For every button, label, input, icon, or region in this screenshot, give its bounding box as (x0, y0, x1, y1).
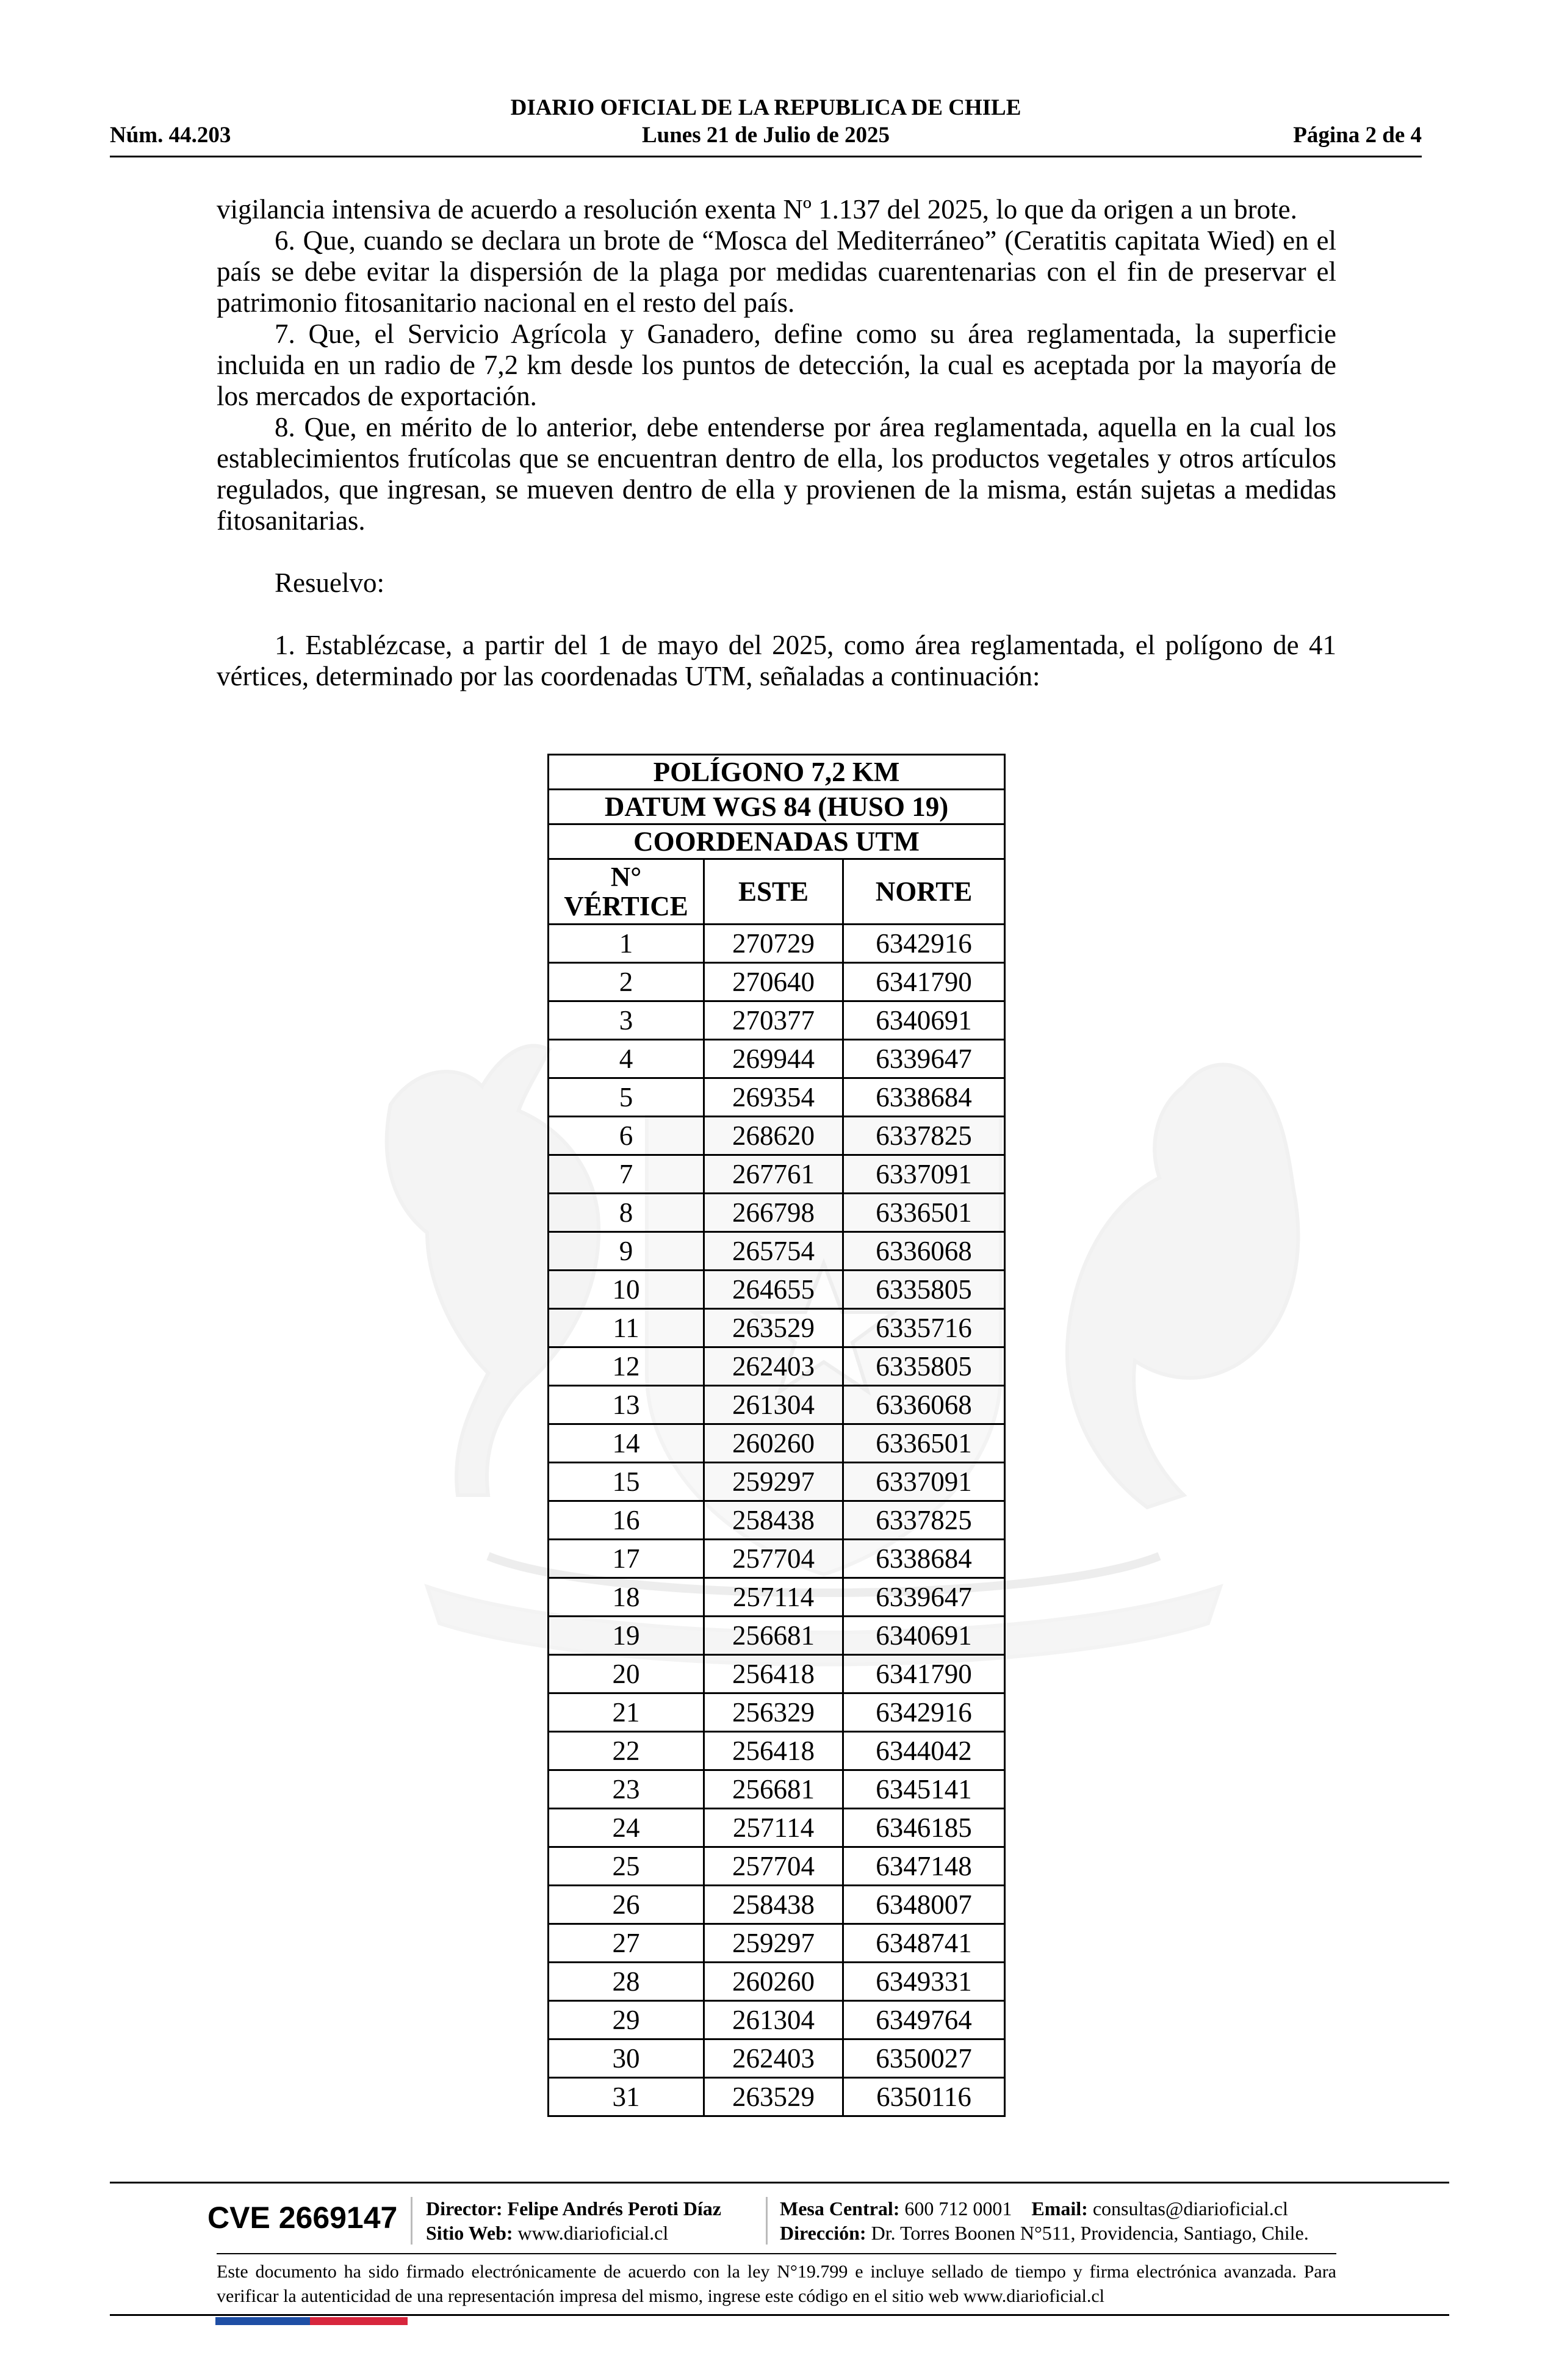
norte-cell: 6346185 (843, 1809, 1005, 1847)
norte-cell: 6337091 (843, 1155, 1005, 1194)
table-row (549, 1578, 1005, 1617)
table-row (549, 925, 1005, 963)
norte-cell: 6350116 (843, 2078, 1005, 2116)
norte-cell: 6348741 (843, 1924, 1005, 1963)
norte-cell: 6335805 (843, 1271, 1005, 1309)
norte-cell: 6345141 (843, 1770, 1005, 1809)
norte-cell: 6335805 (843, 1347, 1005, 1386)
table-title-datum: DATUM WGS 84 (HUSO 19) (549, 790, 1005, 824)
column-header-vertex-line1: N° (610, 862, 642, 892)
signature-disclaimer: Este documento ha sido firmado electrónicamente de acuerdo con la ley N°19.799 e incluye sellado de tiempo y firma electrónica avanzada. Para verificar la autenticidad de una representación impresa del mismo, ingrese este código en el sitio web www.diarioficial.cl (217, 2262, 1336, 2306)
director-label: Director: (426, 2198, 503, 2220)
header-divider (110, 156, 1422, 157)
este-cell: 257114 (704, 1578, 843, 1617)
table-row (549, 1117, 1005, 1155)
este-cell: 267761 (704, 1155, 843, 1194)
vertex-number-cell: 20 (549, 1655, 704, 1693)
table-row (549, 1886, 1005, 1924)
column-header-vertex-line2: VÉRTICE (564, 891, 688, 921)
resolution-1: 1. Establézcase, a partir del 1 de mayo del 2025, como área reglamentada, el polígono de 41 vértices, determinado por las coordenadas UTM, señaladas a continuación: (217, 630, 1336, 691)
issue-number: Núm. 44.203 (110, 123, 231, 148)
page-header (110, 95, 1422, 156)
table-row (549, 1847, 1005, 1886)
table-row (549, 1232, 1005, 1271)
este-cell: 259297 (704, 1924, 843, 1963)
flag-red-segment (310, 2317, 408, 2325)
email-label: Email: (1031, 2198, 1088, 2220)
footer-divider-bottom (110, 2314, 1449, 2316)
vertex-number-cell: 16 (549, 1501, 704, 1540)
table-row (549, 1386, 1005, 1424)
vertex-number-cell: 24 (549, 1809, 704, 1847)
norte-cell: 6335716 (843, 1309, 1005, 1347)
table-row (549, 1271, 1005, 1309)
vertex-number-cell: 10 (549, 1271, 704, 1309)
table-row (549, 1001, 1005, 1040)
table-row (549, 1078, 1005, 1117)
vertex-number-cell: 13 (549, 1386, 704, 1424)
vertex-number-cell: 29 (549, 2001, 704, 2039)
norte-cell: 6340691 (843, 1617, 1005, 1655)
table-row (549, 1347, 1005, 1386)
table-body (549, 925, 1005, 2116)
norte-cell: 6349764 (843, 2001, 1005, 2039)
paragraph-continuation: vigilancia intensiva de acuerdo a resolución exenta Nº 1.137 del 2025, lo que da origen a un brote. (217, 194, 1297, 225)
vertex-number-cell: 1 (549, 925, 704, 963)
footer-contact-block (780, 2196, 1309, 2245)
table-row (549, 1540, 1005, 1578)
vertex-number-cell: 22 (549, 1732, 704, 1770)
norte-cell: 6339647 (843, 1578, 1005, 1617)
paragraph-6: 6. Que, cuando se declara un brote de “Mosca del Mediterráneo” (Ceratitis capitata Wied) en el país se debe evitar la dispersión de la plaga por medidas cuarentenarias con el fin de preservar el patrimonio fitosanitario nacional en el resto del país. (217, 225, 1336, 318)
este-cell: 260260 (704, 1424, 843, 1463)
vertex-number-cell: 17 (549, 1540, 704, 1578)
table-title-coordinates: COORDENADAS UTM (549, 824, 1005, 859)
vertex-number-cell: 2 (549, 963, 704, 1001)
newspaper-title: DIARIO OFICIAL DE LA REPUBLICA DE CHILE (510, 95, 1021, 120)
vertex-number-cell: 18 (549, 1578, 704, 1617)
norte-cell: 6342916 (843, 1693, 1005, 1732)
website-link[interactable]: www.diarioficial.cl (517, 2222, 669, 2244)
norte-cell: 6337091 (843, 1463, 1005, 1501)
vertex-number-cell: 7 (549, 1155, 704, 1194)
vertex-number-cell: 27 (549, 1924, 704, 1963)
table-row (549, 1463, 1005, 1501)
page-footer (110, 2188, 1449, 2255)
este-cell: 265754 (704, 1232, 843, 1271)
este-cell: 256418 (704, 1655, 843, 1693)
column-header-este: ESTE (704, 859, 843, 925)
issue-date: Lunes 21 de Julio de 2025 (641, 123, 890, 148)
table-row (549, 1809, 1005, 1847)
flag-blue-segment (215, 2317, 310, 2325)
este-cell: 270377 (704, 1001, 843, 1040)
table-row (549, 2001, 1005, 2039)
website-label: Sitio Web: (426, 2222, 513, 2244)
vertex-number-cell: 23 (549, 1770, 704, 1809)
este-cell: 256681 (704, 1617, 843, 1655)
norte-cell: 6350027 (843, 2039, 1005, 2078)
este-cell: 270729 (704, 925, 843, 963)
vertex-number-cell: 21 (549, 1693, 704, 1732)
table-row (549, 1693, 1005, 1732)
este-cell: 256329 (704, 1693, 843, 1732)
email-link[interactable]: consultas@diarioficial.cl (1092, 2198, 1288, 2220)
norte-cell: 6336501 (843, 1194, 1005, 1232)
vertex-number-cell: 9 (549, 1232, 704, 1271)
norte-cell: 6341790 (843, 963, 1005, 1001)
este-cell: 256681 (704, 1770, 843, 1809)
norte-cell: 6337825 (843, 1501, 1005, 1540)
vertex-number-cell: 31 (549, 2078, 704, 2116)
norte-cell: 6348007 (843, 1886, 1005, 1924)
paragraph-7: 7. Que, el Servicio Agrícola y Ganadero, define como su área reglamentada, la superficie incluida en un radio de 7,2 km desde los puntos de detección, la cual es aceptada por la mayoría de los mercados de exportación. (217, 319, 1336, 411)
table-row (549, 2078, 1005, 2116)
table-row (549, 1924, 1005, 1963)
flag-color-bar (215, 2317, 408, 2325)
este-cell: 257114 (704, 1809, 843, 1847)
este-cell: 257704 (704, 1540, 843, 1578)
table-row (549, 1040, 1005, 1078)
norte-cell: 6338684 (843, 1078, 1005, 1117)
table-row (549, 1309, 1005, 1347)
utm-coordinates-table (547, 754, 1006, 2117)
footer-separator (766, 2197, 768, 2245)
mesa-phone: 600 712 0001 (904, 2198, 1012, 2220)
table-row (549, 1963, 1005, 2001)
este-cell: 269354 (704, 1078, 843, 1117)
vertex-number-cell: 28 (549, 1963, 704, 2001)
este-cell: 262403 (704, 1347, 843, 1386)
este-cell: 263529 (704, 1309, 843, 1347)
este-cell: 258438 (704, 1501, 843, 1540)
footer-separator (411, 2197, 412, 2245)
table-row (549, 1501, 1005, 1540)
vertex-number-cell: 30 (549, 2039, 704, 2078)
este-cell: 258438 (704, 1886, 843, 1924)
table-row (549, 1655, 1005, 1693)
column-header-norte: NORTE (843, 859, 1005, 925)
este-cell: 261304 (704, 1386, 843, 1424)
vertex-number-cell: 14 (549, 1424, 704, 1463)
vertex-number-cell: 5 (549, 1078, 704, 1117)
norte-cell: 6342916 (843, 925, 1005, 963)
este-cell: 257704 (704, 1847, 843, 1886)
norte-cell: 6340691 (843, 1001, 1005, 1040)
este-cell: 269944 (704, 1040, 843, 1078)
este-cell: 263529 (704, 2078, 843, 2116)
table-title-polygon: POLÍGONO 7,2 KM (549, 755, 1005, 790)
vertex-number-cell: 4 (549, 1040, 704, 1078)
norte-cell: 6341790 (843, 1655, 1005, 1693)
vertex-number-cell: 6 (549, 1117, 704, 1155)
norte-cell: 6336068 (843, 1232, 1005, 1271)
norte-cell: 6349331 (843, 1963, 1005, 2001)
vertex-number-cell: 19 (549, 1617, 704, 1655)
vertex-number-cell: 15 (549, 1463, 704, 1501)
table-row (549, 1732, 1005, 1770)
table-row (549, 1155, 1005, 1194)
vertex-number-cell: 8 (549, 1194, 704, 1232)
address-label: Dirección: (780, 2222, 866, 2244)
address-value: Dr. Torres Boonen N°511, Providencia, Santiago, Chile. (871, 2222, 1309, 2244)
director-name: Felipe Andrés Peroti Díaz (507, 2198, 721, 2220)
table-row (549, 1424, 1005, 1463)
vertex-number-cell: 12 (549, 1347, 704, 1386)
page-indicator: Página 2 de 4 (1293, 123, 1422, 148)
este-cell: 259297 (704, 1463, 843, 1501)
vertex-number-cell: 11 (549, 1309, 704, 1347)
este-cell: 260260 (704, 1963, 843, 2001)
table-row (549, 1194, 1005, 1232)
table-row (549, 2039, 1005, 2078)
este-cell: 261304 (704, 2001, 843, 2039)
norte-cell: 6338684 (843, 1540, 1005, 1578)
norte-cell: 6347148 (843, 1847, 1005, 1886)
column-header-vertex (549, 859, 704, 925)
paragraph-8: 8. Que, en mérito de lo anterior, debe entenderse por área reglamentada, aquella en la cual los establecimientos frutícolas que se encuentran dentro de ella, los productos vegetales y otros artículos regulados, que ingresan, se mueven dentro de ella y provienen de la misma, están sujetas a medidas fitosanitarias. (217, 412, 1336, 536)
este-cell: 268620 (704, 1117, 843, 1155)
este-cell: 262403 (704, 2039, 843, 2078)
norte-cell: 6336501 (843, 1424, 1005, 1463)
norte-cell: 6339647 (843, 1040, 1005, 1078)
cve-code: CVE 2669147 (207, 2201, 398, 2235)
mesa-label: Mesa Central: (780, 2198, 900, 2220)
footer-divider-middle (217, 2253, 1336, 2254)
este-cell: 256418 (704, 1732, 843, 1770)
este-cell: 270640 (704, 963, 843, 1001)
norte-cell: 6344042 (843, 1732, 1005, 1770)
norte-cell: 6336068 (843, 1386, 1005, 1424)
document-body (217, 194, 1336, 692)
table-row (549, 1617, 1005, 1655)
este-cell: 266798 (704, 1194, 843, 1232)
vertex-number-cell: 3 (549, 1001, 704, 1040)
vertex-number-cell: 26 (549, 1886, 704, 1924)
este-cell: 264655 (704, 1271, 843, 1309)
footer-director-block (426, 2196, 721, 2245)
table-row (549, 1770, 1005, 1809)
vertex-number-cell: 25 (549, 1847, 704, 1886)
footer-divider-top (110, 2182, 1449, 2183)
resuelvo-heading: Resuelvo: (275, 568, 384, 598)
table-row (549, 963, 1005, 1001)
norte-cell: 6337825 (843, 1117, 1005, 1155)
